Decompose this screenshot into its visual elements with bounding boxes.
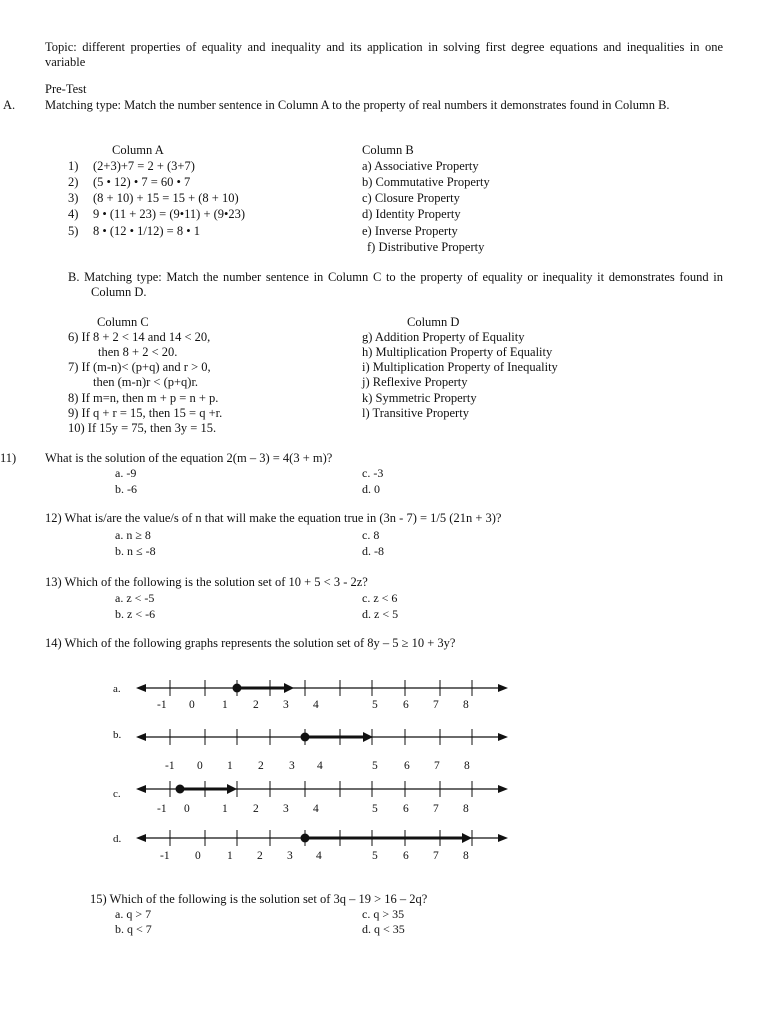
q11-choice-d: d. 0 <box>362 482 380 496</box>
tick-label: -1 <box>165 760 175 772</box>
col-c-item: 7) If (m-n)< (p+q) and r > 0, <box>68 360 211 374</box>
tick-label: 4 <box>313 803 319 815</box>
tick-label: 2 <box>258 760 264 772</box>
col-a-item: (2+3)+7 = 2 + (3+7) <box>93 159 195 173</box>
column-d-header: Column D <box>407 315 460 329</box>
col-b-item: c) Closure Property <box>362 191 460 205</box>
q11-question: What is the solution of the equation 2(m – 3) = 4(3 + m)? <box>45 451 333 465</box>
col-d-item: j) Reflexive Property <box>362 375 468 389</box>
q13-choice-b: b. z < -6 <box>115 607 156 621</box>
column-a-header: Column A <box>112 143 164 157</box>
col-a-num: 4) <box>68 207 79 221</box>
tick-label: 5 <box>372 760 378 772</box>
q15-choice-a: a. q > 7 <box>115 907 152 921</box>
tick-label: 3 <box>289 760 295 772</box>
col-b-item: e) Inverse Property <box>362 224 458 238</box>
col-c-item: then 8 + 2 < 20. <box>98 345 178 359</box>
tick-label: 4 <box>316 850 322 862</box>
col-c-item: 8) If m=n, then m + p = n + p. <box>68 391 219 405</box>
q12-choice-b: b. n ≤ -8 <box>115 544 156 558</box>
col-a-item: 8 • (12 • 1/12) = 8 • 1 <box>93 224 200 238</box>
q13-choice-c: c. z < 6 <box>362 591 398 605</box>
part-b-instruction-text: B. Matching type: Match the number sentence in Column C to the property of equality or inequality it demonstrates found in Column D. <box>68 270 723 299</box>
tick-label: 0 <box>195 850 201 862</box>
tick-label: 2 <box>253 699 259 711</box>
q11-choice-a: a. -9 <box>115 466 137 480</box>
tick-label: 7 <box>434 760 440 772</box>
col-b-item: b) Commutative Property <box>362 175 490 189</box>
q12-choice-d: d. -8 <box>362 544 384 558</box>
col-c-item: 10) If 15y = 75, then 3y = 15. <box>68 421 217 435</box>
tick-label: 6 <box>403 699 409 711</box>
arrow-right-icon <box>498 785 508 793</box>
col-a-num: 1) <box>68 159 79 173</box>
tick-label: 8 <box>464 760 470 772</box>
q15-choice-c: c. q > 35 <box>362 907 405 921</box>
arrow-right-icon <box>498 733 508 741</box>
col-d-item: l) Transitive Property <box>362 406 469 420</box>
col-b-item: a) Associative Property <box>362 159 479 173</box>
tick-label: 8 <box>463 803 469 815</box>
col-c-item: then (m-n)r < (p+q)r. <box>93 375 199 389</box>
q15-choice-b: b. q < 7 <box>115 922 152 936</box>
tick-label: 1 <box>222 803 228 815</box>
col-d-item: g) Addition Property of Equality <box>362 330 525 344</box>
q14-question: 14) Which of the following graphs represents the solution set of 8y – 5 ≥ 10 + 3y? <box>45 636 456 650</box>
col-a-item: (8 + 10) + 15 = 15 + (8 + 10) <box>93 191 239 205</box>
tick-label: -1 <box>157 803 167 815</box>
tick-label: 0 <box>189 699 195 711</box>
tick-label: 7 <box>433 850 439 862</box>
tick-label: 0 <box>184 803 190 815</box>
column-c-header: Column C <box>97 315 149 329</box>
q15-question: 15) Which of the following is the solution set of 3q – 19 > 16 – 2q? <box>90 892 428 906</box>
tick-label: -1 <box>157 699 167 711</box>
tick-label: 5 <box>372 699 378 711</box>
q12-choice-a: a. n ≥ 8 <box>115 528 151 542</box>
tick-label: 6 <box>403 850 409 862</box>
arrow-right-icon <box>498 684 508 692</box>
col-b-item: d) Identity Property <box>362 207 461 221</box>
closed-dot-icon <box>176 785 185 794</box>
tick-label: 1 <box>222 699 228 711</box>
part-a-instruction: Matching type: Match the number sentence in Column A to the property of real numbers it demonstrates found in Column B. <box>45 98 670 112</box>
tick-label: 7 <box>433 803 439 815</box>
col-b-item: f) Distributive Property <box>367 240 485 254</box>
arrow-left-icon <box>136 785 146 793</box>
graph-d-label: d. <box>113 833 122 845</box>
q12-question: 12) What is/are the value/s of n that will make the equation true in (3n - 7) = 1/5 (21n + 3)? <box>45 511 502 525</box>
tick-label: 6 <box>403 803 409 815</box>
part-a-letter: A. <box>3 98 16 112</box>
arrow-right-icon <box>498 834 508 842</box>
q15-choice-d: d. q < 35 <box>362 922 405 936</box>
graph-c-label: c. <box>113 788 121 800</box>
col-a-item: 9 • (11 + 23) = (9•11) + (9•23) <box>93 207 246 221</box>
q13-choice-d: d. z < 5 <box>362 607 399 621</box>
tick-label: 8 <box>463 850 469 862</box>
tick-label: 6 <box>404 760 410 772</box>
ray-arrow-icon <box>462 833 472 843</box>
tick-label: 3 <box>287 850 293 862</box>
closed-dot-icon <box>233 684 242 693</box>
tick-label: 5 <box>372 850 378 862</box>
col-a-num: 2) <box>68 175 79 189</box>
col-d-item: k) Symmetric Property <box>362 391 477 405</box>
arrow-left-icon <box>136 834 146 842</box>
col-c-item: 9) If q + r = 15, then 15 = q +r. <box>68 406 223 420</box>
arrow-left-icon <box>136 733 146 741</box>
tick-label: 2 <box>257 850 263 862</box>
tick-label: -1 <box>160 850 170 862</box>
topic-text: Topic: different properties of equality and inequality and its application in solving first degree equations and inequalities in one variable <box>45 40 723 69</box>
q12-choice-c: c. 8 <box>362 528 380 542</box>
closed-dot-icon <box>301 834 310 843</box>
tick-label: 5 <box>372 803 378 815</box>
col-a-num: 3) <box>68 191 79 205</box>
col-c-item: 6) If 8 + 2 < 14 and 14 < 20, <box>68 330 211 344</box>
ray-arrow-icon <box>227 784 237 794</box>
q13-choice-a: a. z < -5 <box>115 591 155 605</box>
tick-label: 7 <box>433 699 439 711</box>
column-b-header: Column B <box>362 143 414 157</box>
col-d-item: h) Multiplication Property of Equality <box>362 345 553 359</box>
col-d-item: i) Multiplication Property of Inequality <box>362 360 558 374</box>
tick-label: 3 <box>283 803 289 815</box>
col-a-num: 5) <box>68 224 79 238</box>
col-a-item: (5 • 12) • 7 = 60 • 7 <box>93 175 191 189</box>
arrow-left-icon <box>136 684 146 692</box>
pretest-heading: Pre-Test <box>45 82 87 96</box>
tick-label: 1 <box>227 760 233 772</box>
tick-label: 0 <box>197 760 203 772</box>
tick-label: 3 <box>283 699 289 711</box>
tick-label: 1 <box>227 850 233 862</box>
q11-number: 11) <box>0 451 17 465</box>
graph-b-label: b. <box>113 729 122 741</box>
tick-label: 8 <box>463 699 469 711</box>
tick-label: 4 <box>317 760 323 772</box>
q11-choice-c: c. -3 <box>362 466 384 480</box>
tick-label: 4 <box>313 699 319 711</box>
q11-choice-b: b. -6 <box>115 482 137 496</box>
graph-a-label: a. <box>113 683 121 695</box>
q13-question: 13) Which of the following is the solution set of 10 + 5 < 3 - 2z? <box>45 575 368 589</box>
closed-dot-icon <box>301 733 310 742</box>
ray-arrow-icon <box>284 683 294 693</box>
tick-label: 2 <box>253 803 259 815</box>
